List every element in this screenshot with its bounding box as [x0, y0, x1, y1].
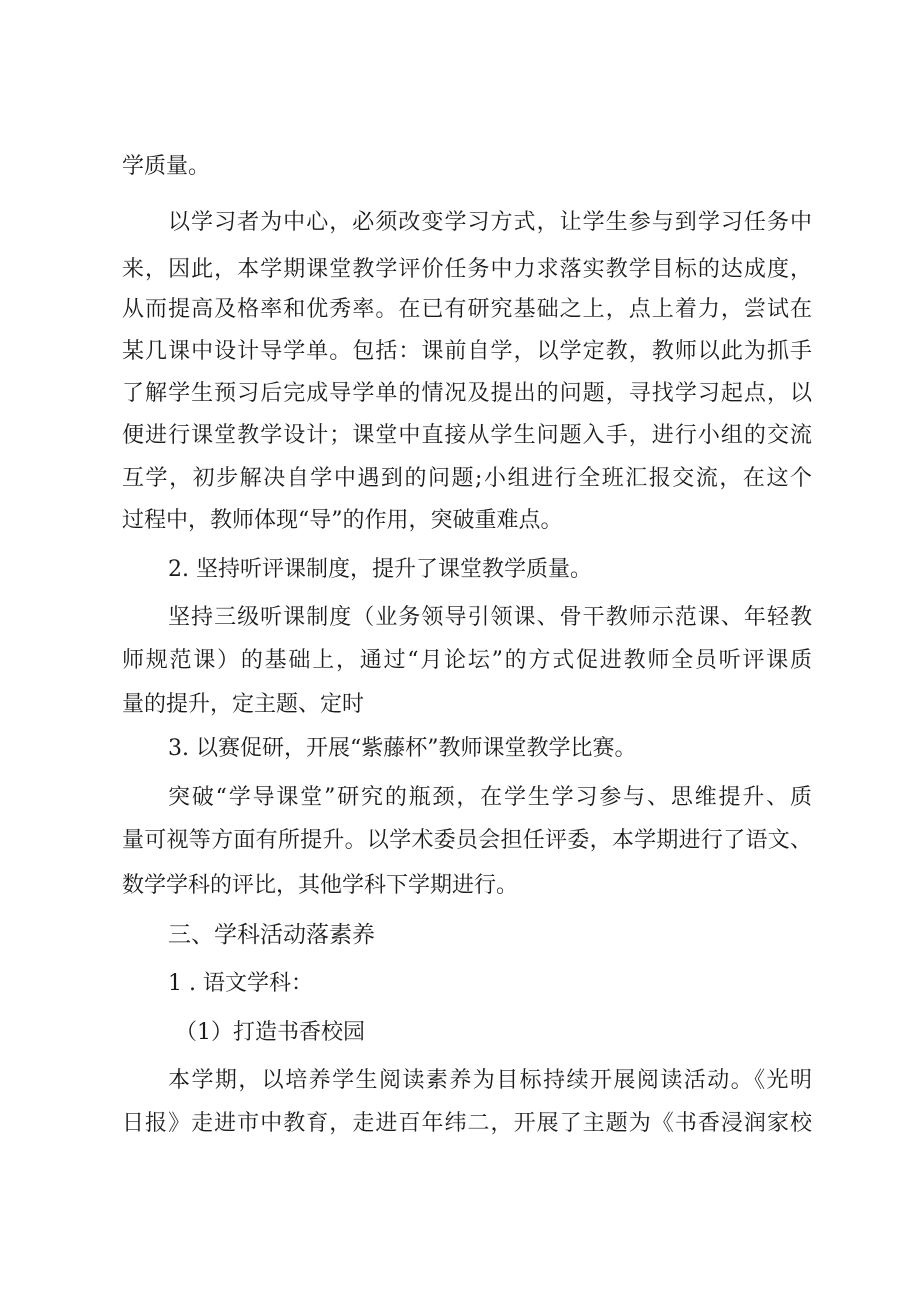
paragraph-line: 量可视等方面有所提升。以学术委员会担任评委，本学期进行了语文、 [122, 828, 812, 853]
paragraph-line: 本学期，以培养学生阅读素养为目标持续开展阅读活动。《光明 [168, 1068, 812, 1093]
paragraph-line: 突破“学导课堂”研究的瓶颈，在学生学习参与、思维提升、质 [168, 785, 812, 810]
paragraph-line: 从而提高及格率和优秀率。在已有研究基础之上，点上着力，尝试在 [122, 297, 812, 322]
subsection-1-1-title: （1）打造书香校园 [175, 1020, 365, 1045]
paragraph-line: 便进行课堂教学设计；课堂中直接从学生问题入手，进行小组的交流 [122, 423, 812, 448]
paragraph-line: 某几课中设计导学单。包括：课前自学，以学定教，教师以此为抓手 [122, 339, 812, 364]
paragraph-line: 互学，初步解决自学中遇到的问题;小组进行全班汇报交流，在这个 [122, 466, 812, 491]
paragraph-line: 以学习者为中心，必须改变学习方式，让学生参与到学习任务中 [168, 210, 812, 235]
subsection-1-title: 1 . 语文学科： [168, 971, 313, 996]
section-3-heading: 三、学科活动落素养 [168, 922, 375, 948]
paragraph-line: 了解学生预习后完成导学单的情况及提出的问题，寻找学习起点，以 [122, 381, 812, 406]
paragraph-line: 来，因此，本学期课堂教学评价任务中力求落实教学目标的达成度， [122, 257, 812, 282]
item-2-title: 2. 坚持听评课制度，提升了课堂教学质量。 [168, 557, 592, 582]
paragraph-line: 学质量。 [122, 154, 211, 179]
paragraph-line: 过程中，教师体现“导”的作用，突破重难点。 [122, 508, 563, 533]
paragraph-line: 量的提升，定主题、定时 [122, 692, 365, 717]
item-3-title: 3. 以赛促研，开展“紫藤杯”教师课堂教学比赛。 [168, 736, 637, 761]
paragraph-line: 日报》走进市中教育，走进百年纬二，开展了主题为《书香浸润家校 [122, 1111, 812, 1136]
paragraph-line: 师规范课）的基础上，通过“月论坛”的方式促进教师全员听评课质 [122, 648, 812, 673]
paragraph-line: 数学学科的评比，其他学科下学期进行。 [122, 873, 519, 898]
paragraph-line: 坚持三级听课制度（业务领导引领课、骨干教师示范课、年轻教 [168, 605, 812, 630]
